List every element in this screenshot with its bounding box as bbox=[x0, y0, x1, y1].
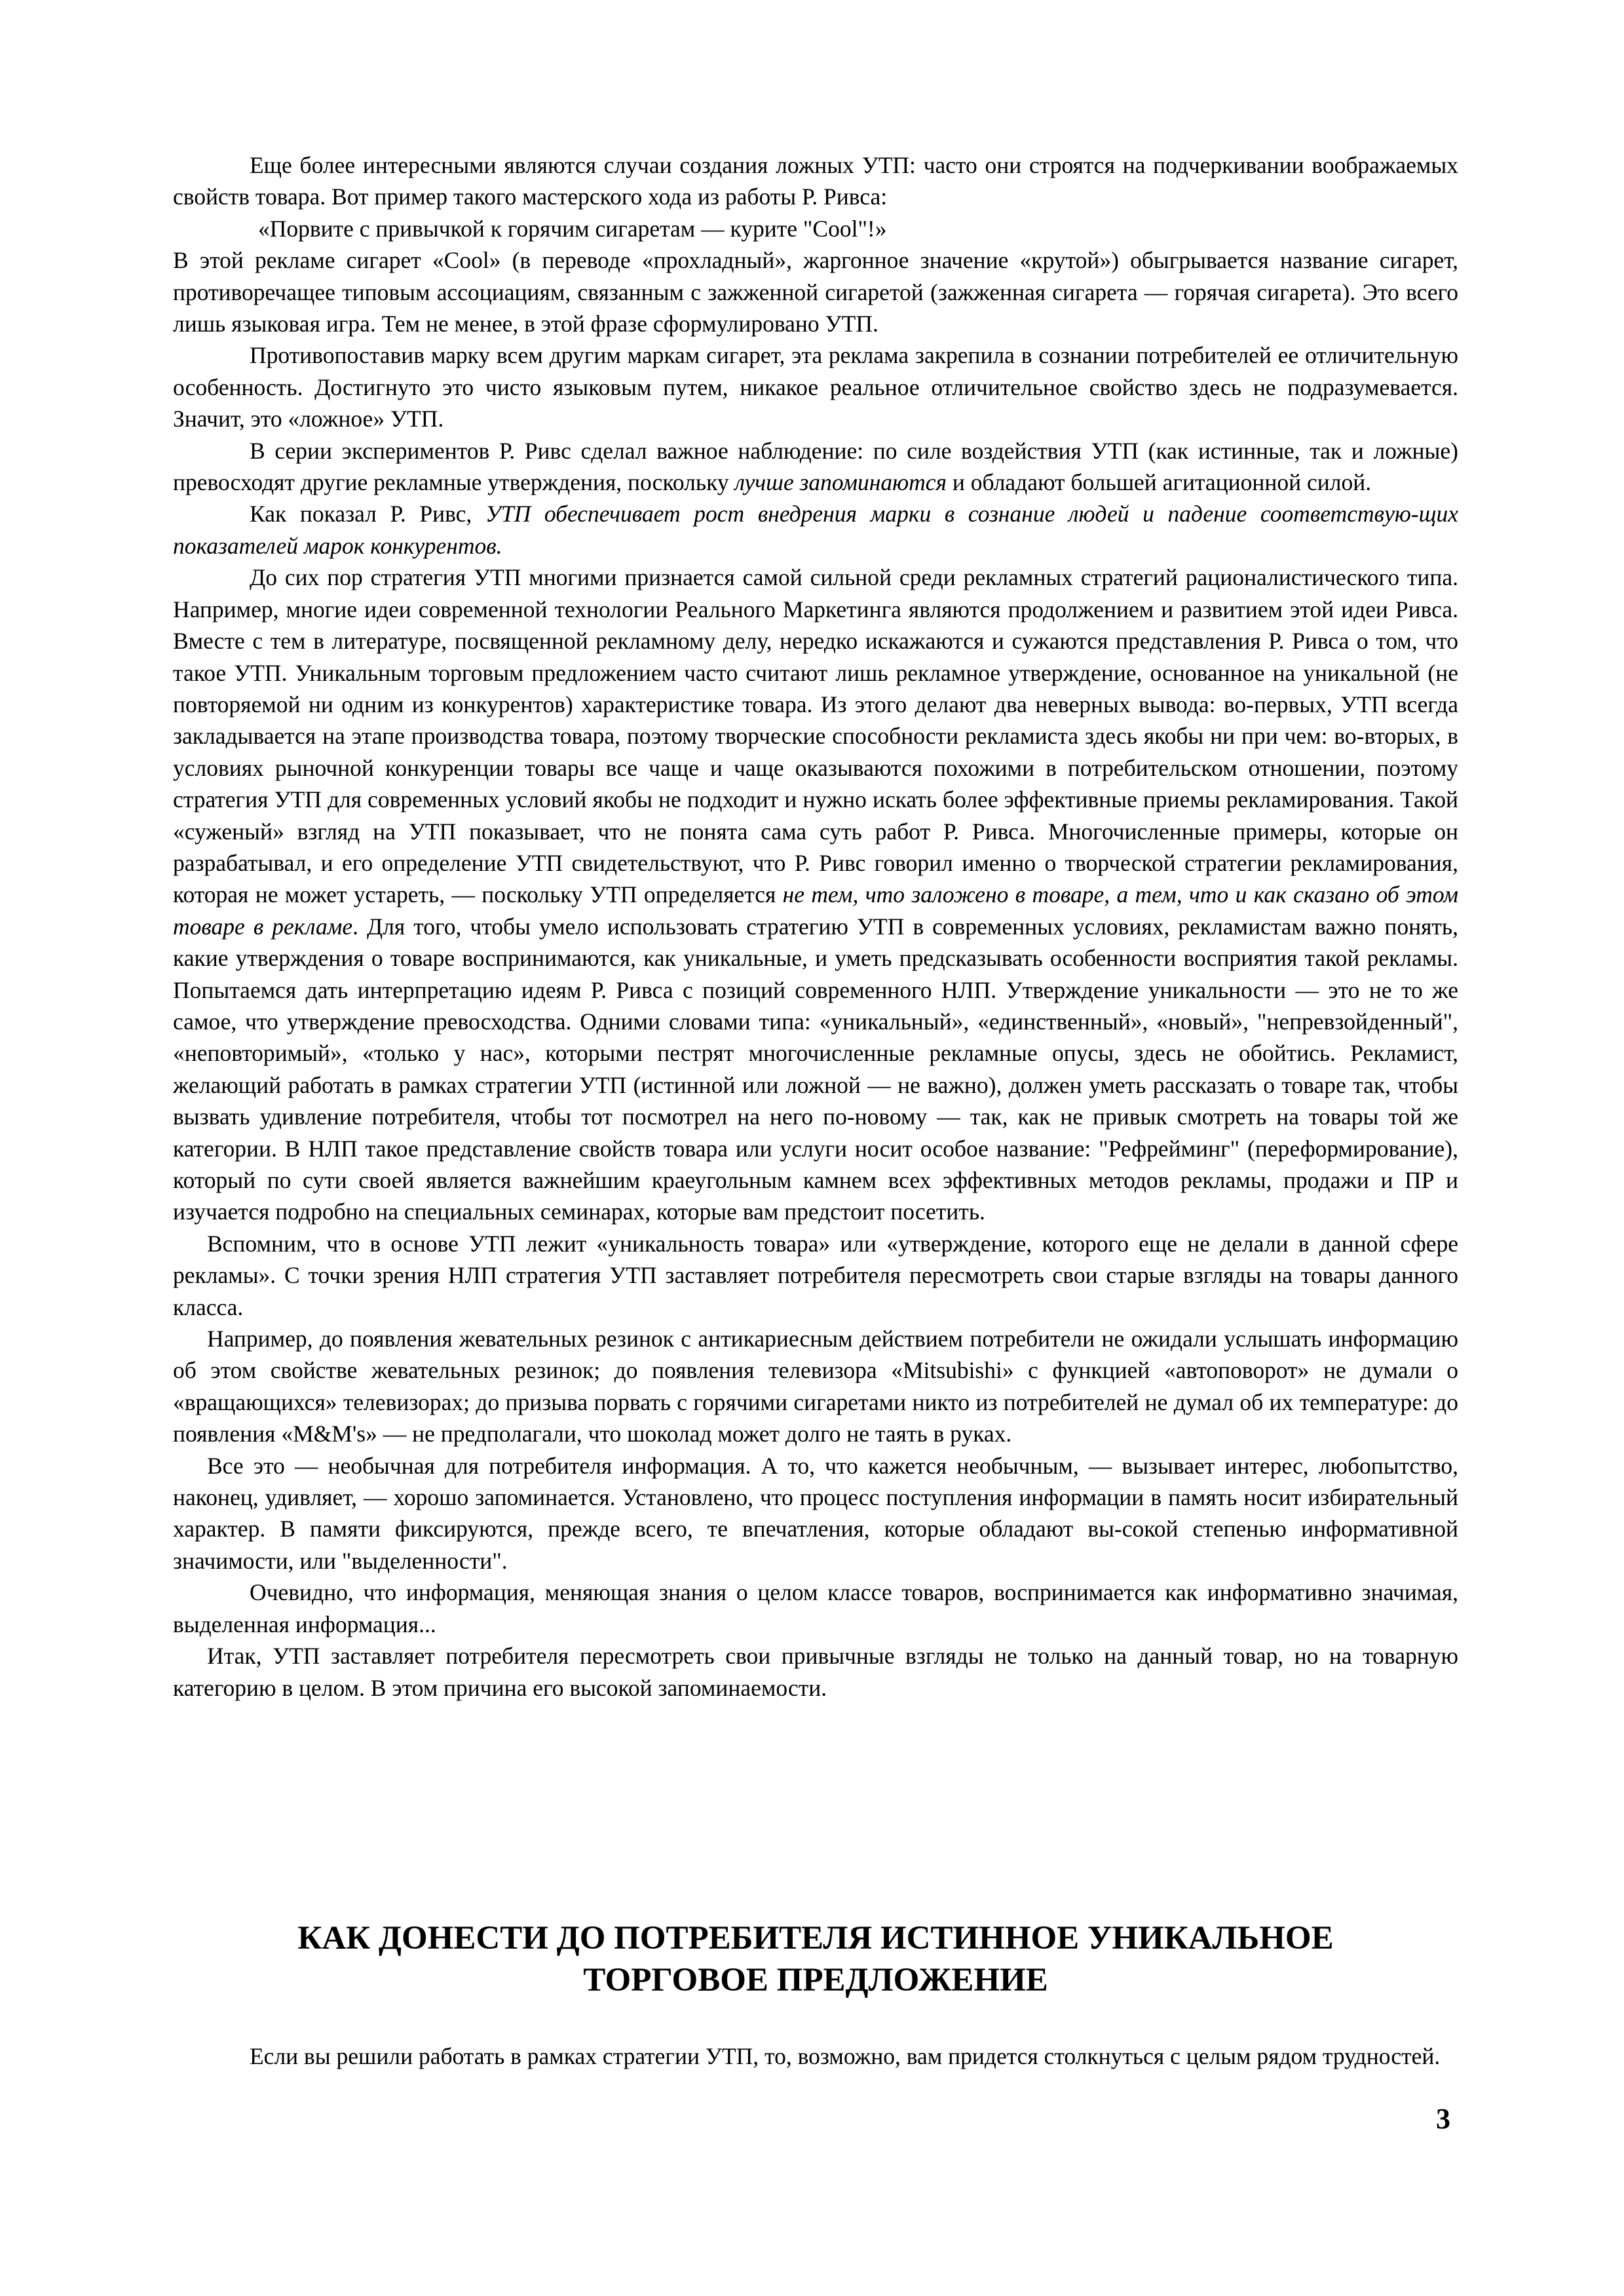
text-run: . Для того, чтобы умело использовать стратегию УТП в современных условиях, рекламистам важно понять, какие утверждения о товаре воспринимаются, как уникальные, и уметь предсказывать особенности восприятия такой рекламы. Попытаемся дать интерпретацию идеям Р. Ривса с позиций современного НЛП. Утверждение уникальности — это не то же самое, что утверждение превосходства. Одними словами типа: «уникальный», «единственный», «новый», "непревзойденный", «неповторимый», «только у нас», которыми пестрят многочисленные рекламные опусы, здесь не обойтись. Рекламист, желающий работать в рамках стратегии УТП (истинной или ложной — не важно), должен уметь рассказать о товаре так, чтобы вызвать удивление потребителя, чтобы тот посмотрел на него по-новому — так, как не привык смотреть на товары той же категории. В НЛП такое представление свойств товара или услуги носит особое название: "Рефрейминг" (переформирование), который по сути своей является важнейшим краеугольным камнем всех эффективных методов рекламы, продажи и ПР и изучается подробно на специальных семинарах, которые вам предстоит посетить. bbox=[173, 913, 1458, 1225]
text-run: Вспомним, что в основе УТП лежит «уникальность товара» или «утверждение, которого еще не делали в данной сфере рекламы». С точки зрения НЛП стратегия УТП заставляет потребителя пересмотреть свои старые взгляды на товары данного класса. bbox=[173, 1230, 1458, 1320]
text-run: и обладают большей агитационной силой. bbox=[947, 469, 1372, 496]
section-heading-line-2: ТОРГОВОЕ ПРЕДЛОЖЕНИЕ bbox=[583, 1962, 1048, 1999]
text-run: Противопоставив марку всем другим маркам сигарет, эта реклама закрепила в сознании потребителей ее отличительную особенность. Достигнуто это чисто языковым путем, никакое реальное отличительное свойство здесь не подразумевается. Значит, это «ложное» УТП. bbox=[173, 342, 1458, 432]
text-run: Например, до появления жевательных резинок с антикариесным действием потребители не ожидали услышать информацию об этом свойстве жевательных резинок; до появления телевизора «Mitsubishi» с функцией «автоповорот» не думали о «вращающихся» телевизорах; до призыва порвать с горячими сигаретами никто из потребителей не думал об их температуре: до появления «M&M's» — не предполагали, что шоколад может долго не таять в руках. bbox=[173, 1326, 1458, 1447]
page-number: 3 bbox=[1436, 2103, 1450, 2135]
quote-cool-slogan bbox=[173, 213, 1458, 244]
text-run: В этой рекламе сигарет «Cool» (в переводе «прохладный», жаргонное значение «крутой») обыгрывается название сигарет, противоречащее типовым ассоциациям, связанным с зажженной сигаретой (зажженная сигарета — горячая сигарета). Это всего лишь языковая игра. Тем не менее, в этой фразе сформулировано УТП. bbox=[173, 247, 1458, 337]
paragraph-significant-info bbox=[173, 1577, 1458, 1640]
paragraph-examples bbox=[173, 1323, 1458, 1450]
text-run: Как показал Р. Ривс, bbox=[250, 501, 485, 527]
text-run: Еще более интересными являются случаи создания ложных УТП: часто они строятся на подчеркивании воображаемых свойств товара. Вот пример такого мастерского хода из работы Р. Ривса: bbox=[173, 152, 1458, 210]
text-run: Очевидно, что информация, меняющая знания о целом классе товаров, воспринимается как информативно значимая, выделенная информация... bbox=[173, 1579, 1458, 1637]
text-run: В серии экспериментов Р. Ривс сделал важное наблюдение: по силе воздействия УТП (как истинные, так и ложные) превосходят другие рекламные утверждения, поскольку bbox=[173, 437, 1458, 496]
paragraph-false-usp bbox=[173, 149, 1458, 213]
paragraph-after-heading: Если вы решили работать в рамках стратегии УТП, то, возможно, вам придется столкнуться с целым рядом трудностей. bbox=[250, 2043, 1441, 2069]
text-run: «Порвите с привычкой к горячим сигаретам — курите "Cool"!» bbox=[258, 215, 887, 242]
section-heading-line-1: КАК ДОНЕСТИ ДО ПОТРЕБИТЕЛЯ ИСТИННОЕ УНИКАЛЬНОЕ bbox=[297, 1920, 1334, 1957]
paragraph-experiments bbox=[173, 435, 1458, 499]
italic-text-run: лучше запоминаются bbox=[734, 469, 947, 496]
paragraph-usp-strategy bbox=[173, 562, 1458, 1228]
text-run: Все это — необычная для потребителя информация. А то, что кажется необычным, — вызывает интерес, любопытство, наконец, удивляет, — хорошо запоминается. Установлено, что процесс поступления информации в память носит избирательный характер. В памяти фиксируются, прежде всего, те впечатления, которые обладают вы-сокой степенью информативной значимости, или "выделенности". bbox=[173, 1452, 1458, 1574]
paragraph-cool-ad bbox=[173, 244, 1458, 339]
paragraph-contrast bbox=[173, 339, 1458, 434]
paragraph-unusual-info bbox=[173, 1450, 1458, 1577]
paragraph-conclusion bbox=[173, 1640, 1458, 1704]
italic-text-run: не тем, что заложено в товаре, а тем, что и как сказано об этом товаре в рекламе bbox=[173, 881, 1458, 940]
text-run: До сих пор стратегия УТП многими признается самой сильной среди рекламных стратегий рационалистического типа. Например, многие идеи современной технологии Реального Маркетинга являются продолжением и развитием этой идеи Ривса. Вместе с тем в литературе, посвященной рекламному делу, нередко искажаются и сужаются представления Р. Ривса о том, что такое УТП. Уникальным торговым предложением часто считают лишь рекламное утверждение, основанное на уникальной (не повторяемой ни одним из конкурентов) характеристике товара. Из этого делают два неверных вывода: во-первых, УТП всегда закладывается на этапе производства товара, поэтому творческие способности рекламиста здесь якобы ни при чем: во-вторых, в условиях рыночной конкуренции товары все чаще и чаще оказываются похожими в потребительском отношении, поэтому стратегия УТП для современных условий якобы не подходит и нужно искать более эффективные приемы рекламирования. Такой «суженый» взгляд на УТП показывает, что не понята сама суть работ Р. Ривса. Многочисленные примеры, которые он разрабатывал, и его определение УТП свидетельствуют, что Р. Ривс говорил именно о творческой стратегии рекламирования, которая не может устареть, — поскольку УТП определяется bbox=[173, 564, 1458, 908]
section-heading bbox=[173, 1917, 1458, 2001]
paragraph-reeves-result bbox=[173, 498, 1458, 562]
italic-text-run: УТП обеспечивает рост внедрения марки в сознание людей и падение соответствую-щих показателей марок конкурентов. bbox=[173, 501, 1458, 559]
paragraph-uniqueness bbox=[173, 1228, 1458, 1323]
page-content bbox=[173, 149, 1458, 2069]
text-run: Итак, УТП заставляет потребителя пересмотреть свои привычные взгляды не только на данный товар, но на товарную категорию в целом. В этом причина его высокой запоминаемости. bbox=[173, 1643, 1458, 1701]
